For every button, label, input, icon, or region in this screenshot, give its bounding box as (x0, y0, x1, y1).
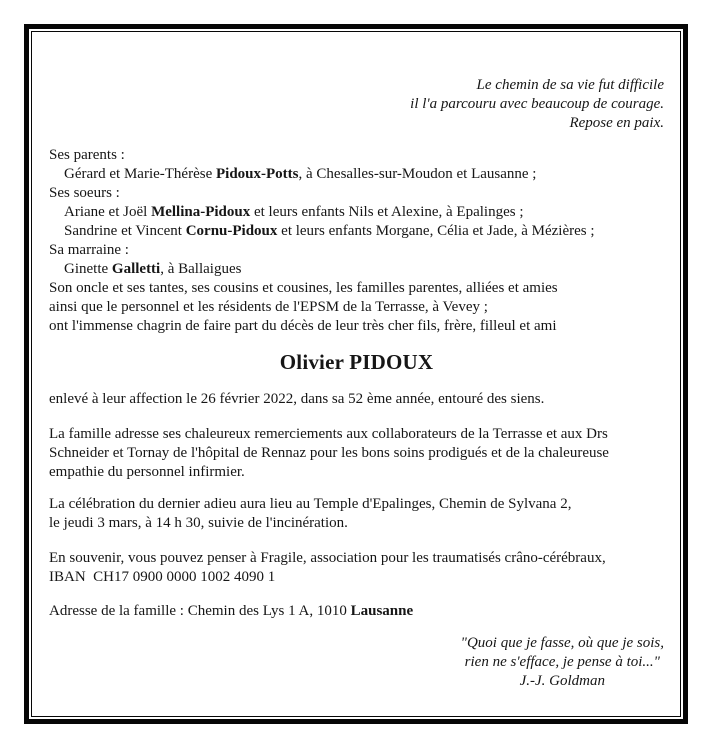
inner-border-frame (31, 31, 681, 717)
family-announcement (49, 146, 664, 336)
family-label-godmother: Sa marraine : (49, 242, 129, 258)
family-line-sister-1 (49, 203, 664, 222)
closing-quote-box (461, 634, 664, 691)
death-announcement-line: enlevé à leur affection le 26 février 2022, dans sa 52 ème année, entouré des siens. (49, 391, 545, 407)
family-surname-bold: Cornu-Pidoux (185, 223, 278, 239)
outer-border-frame (24, 24, 688, 724)
ceremony-line: le jeudi 3 mars, à 14 h 30, suivie de l'incinération. (49, 515, 348, 531)
family-line-text: , à Ballaigues (160, 261, 242, 277)
family-line-text: , à Chesalles-sur-Moudon et Lausanne ; (298, 166, 537, 182)
iban-line: IBAN CH17 0900 0000 1002 4090 1 (49, 569, 276, 585)
family-line-godmother (49, 260, 664, 279)
family-line-text: Gérard et Marie-Thérèse (64, 166, 216, 182)
donation-line: En souvenir, vous pouvez penser à Fragile, association pour les traumatisés crâno-cérébraux, (49, 550, 606, 566)
opening-quote-line: Le chemin de sa vie fut difficile (476, 77, 664, 93)
ceremony-line: La célébration du dernier adieu aura lieu au Temple d'Epalinges, Chemin de Sylvana 2, (49, 496, 572, 512)
thanks-line: empathie du personnel infirmier. (49, 464, 245, 480)
family-surname-bold: Pidoux-Potts (216, 166, 299, 182)
family-surname-bold: Mellina-Pidoux (151, 204, 251, 220)
family-line-text: Sandrine et Vincent (64, 223, 186, 239)
address-city-bold: Lausanne (350, 603, 414, 619)
closing-quote-line: rien ne s'efface, je pense à toi..." (464, 654, 660, 670)
opening-quote (49, 76, 664, 133)
address-text: Adresse de la famille : Chemin des Lys 1 A, 1010 (49, 603, 351, 619)
family-line-text: et leurs enfants Morgane, Célia et Jade, à Mézières ; (277, 223, 595, 239)
family-label-sisters: Ses soeurs : (49, 185, 120, 201)
closing-quote (49, 634, 664, 691)
family-line-text: et leurs enfants Nils et Alexine, à Epalinges ; (250, 204, 524, 220)
family-line-text: Ginette (64, 261, 112, 277)
family-line-grief: ont l'immense chagrin de faire part du décès de leur très cher fils, frère, filleul et ami (49, 318, 557, 334)
donation-paragraph (49, 549, 664, 587)
family-line-sister-2 (49, 222, 664, 241)
family-line-staff: ainsi que le personnel et les résidents de l'EPSM de la Terrasse, à Vevey ; (49, 299, 488, 315)
family-address (49, 602, 664, 621)
opening-quote-line: Repose en paix. (569, 115, 664, 131)
thanks-line: La famille adresse ses chaleureux remerciements aux collaborateurs de la Terrasse et aux Drs (49, 426, 608, 442)
family-surname-bold: Galletti (111, 261, 161, 277)
opening-quote-line: il l'a parcouru avec beaucoup de courage. (410, 96, 664, 112)
family-label-parents: Ses parents : (49, 147, 125, 163)
thanks-paragraph (49, 425, 664, 482)
ceremony-paragraph (49, 495, 664, 533)
closing-quote-attribution: J.-J. Goldman (519, 673, 606, 689)
deceased-name: Olivier PIDOUX (279, 350, 434, 374)
thanks-line: Schneider et Tornay de l'hôpital de Rennaz pour les bons soins prodigués et de la chaleureuse (49, 445, 609, 461)
family-line-text: Ariane et Joël (64, 204, 152, 220)
family-line-relatives: Son oncle et ses tantes, ses cousins et cousines, les familles parentes, alliées et amies (49, 280, 558, 296)
obituary-content (32, 32, 680, 716)
family-line-parents (49, 165, 664, 184)
closing-quote-line: "Quoi que je fasse, où que je sois, (460, 635, 664, 651)
